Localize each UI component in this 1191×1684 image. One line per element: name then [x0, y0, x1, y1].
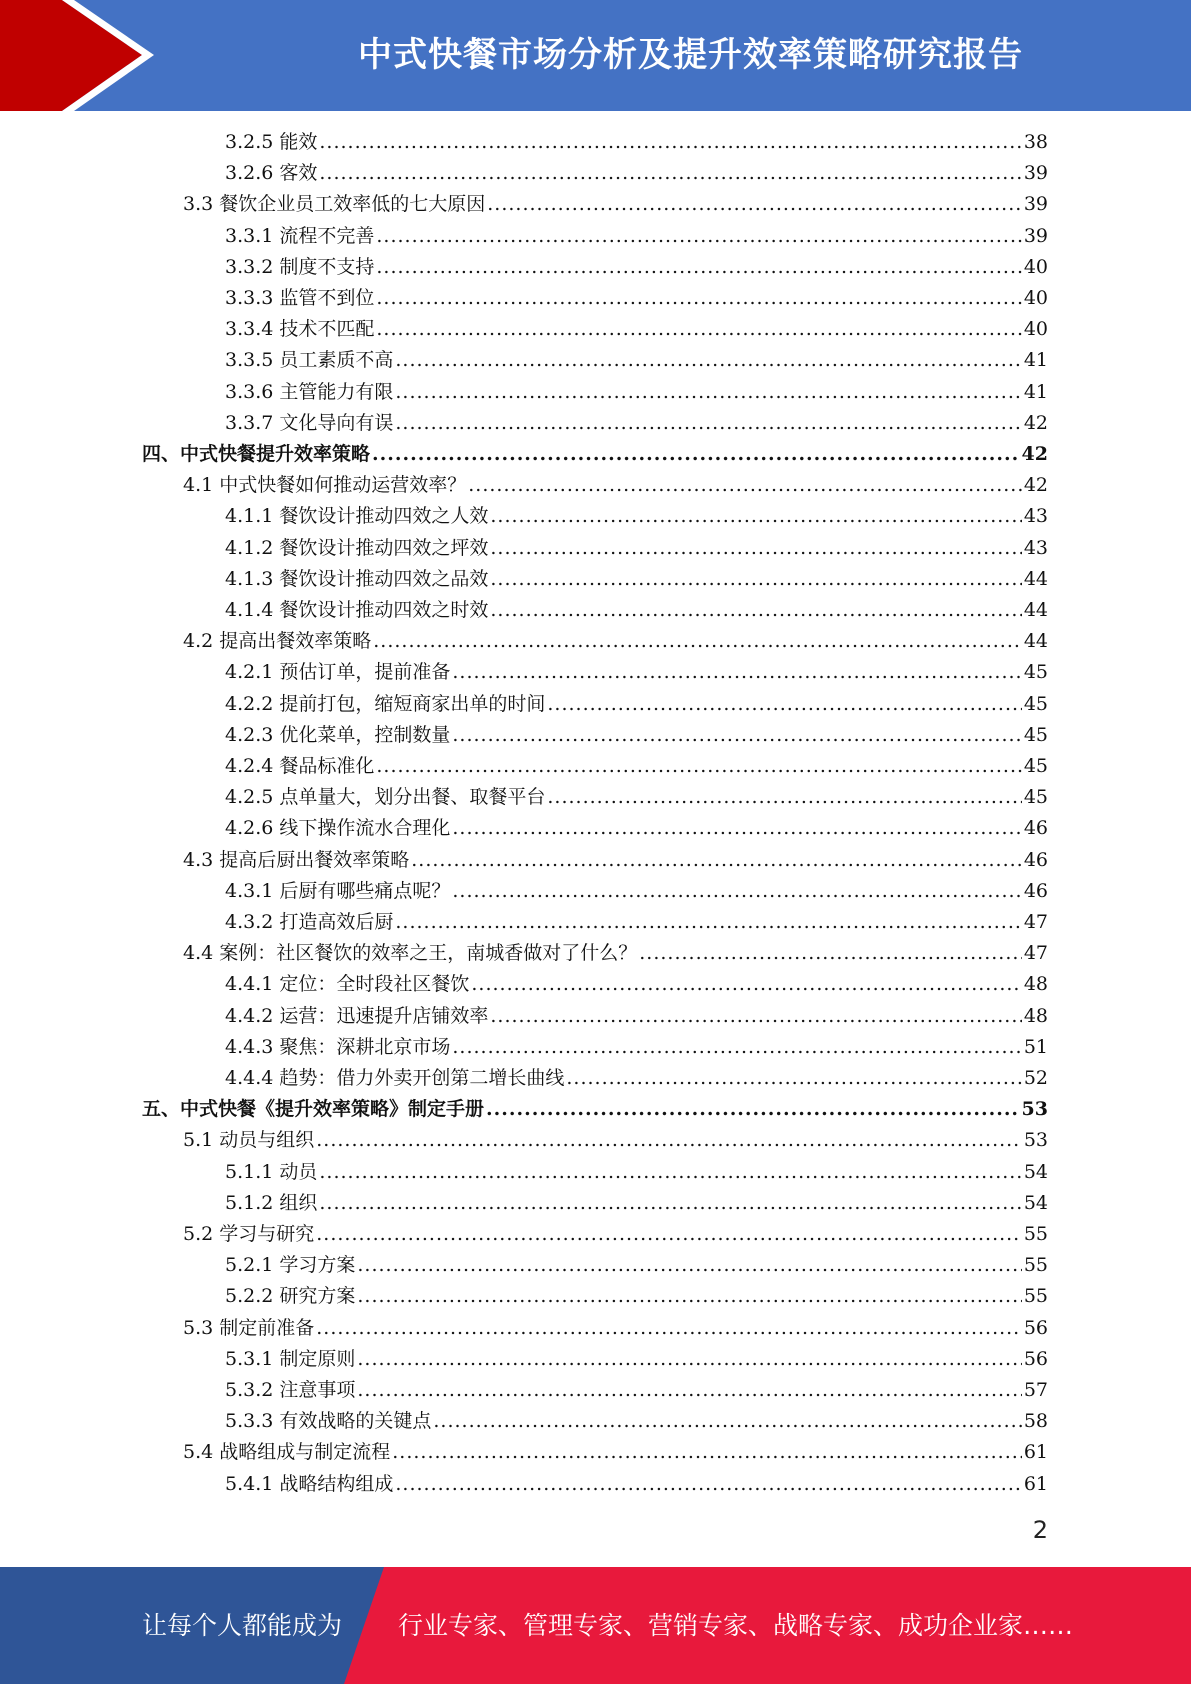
toc-entry-page: 45	[1023, 755, 1048, 777]
toc-entry-page: 55	[1023, 1223, 1048, 1245]
toc-dot-leader	[452, 720, 1021, 751]
toc-entry-page: 39	[1023, 224, 1048, 247]
toc-entry[interactable]	[225, 283, 1048, 314]
toc-entry-label: 四、中式快餐提升效率策略	[142, 443, 371, 465]
toc-dot-leader	[490, 595, 1021, 626]
toc-entry-page: 43	[1023, 505, 1048, 528]
toc-entry[interactable]	[225, 1157, 1048, 1188]
toc-entry[interactable]	[142, 1094, 1048, 1125]
toc-entry[interactable]	[225, 501, 1048, 532]
toc-entry[interactable]	[225, 689, 1048, 720]
toc-entry-label: 4.2.4 餐品标准化	[225, 755, 375, 777]
toc-entry-label: 3.3.6 主管能力有限	[225, 380, 394, 403]
toc-entry-label: 4.1 中式快餐如何推动运营效率？	[183, 474, 467, 497]
toc-entry[interactable]	[225, 314, 1048, 345]
toc-dot-leader	[376, 751, 1021, 782]
toc-entry-label: 5.2.1 学习方案	[225, 1254, 356, 1277]
footer-slogan-left: 让每个人都能成为	[142, 1611, 343, 1640]
toc-entry-page: 45	[1023, 661, 1048, 684]
toc-entry-label: 5.4 战略组成与制定流程	[183, 1441, 391, 1464]
toc-entry[interactable]	[225, 907, 1048, 938]
toc-dot-leader	[566, 1063, 1021, 1094]
toc-entry-page: 38	[1023, 131, 1048, 153]
toc-dot-leader	[316, 1125, 1022, 1156]
toc-entry-label: 5.2 学习与研究	[183, 1223, 315, 1245]
toc-entry-label: 4.2.1 预估订单，提前准备	[225, 661, 451, 684]
toc-dot-leader	[395, 408, 1021, 439]
page-footer	[0, 1567, 1191, 1684]
toc-entry-page: 39	[1023, 193, 1048, 216]
toc-entry-page: 39	[1023, 162, 1048, 185]
toc-entry-label: 5.4.1 战略结构组成	[225, 1472, 394, 1495]
toc-entry-label: 5.1.2 组织	[225, 1191, 318, 1214]
toc-entry-label: 4.1.1 餐饮设计推动四效之人效	[225, 505, 489, 528]
toc-dot-leader	[490, 1001, 1021, 1032]
toc-entry[interactable]	[225, 127, 1048, 158]
toc-entry-label: 5.3.1 制定原则	[225, 1347, 356, 1370]
toc-entry-page: 51	[1023, 1035, 1048, 1058]
toc-entry-label: 5.2.2 研究方案	[225, 1285, 356, 1308]
toc-entry-label: 4.1.2 餐饮设计推动四效之坪效	[225, 536, 489, 559]
toc-dot-leader	[392, 1437, 1022, 1468]
toc-entry-label: 3.2.5 能效	[225, 131, 318, 153]
toc-entry-page: 57	[1023, 1379, 1048, 1401]
toc-dot-leader	[395, 1469, 1021, 1500]
toc-dot-leader	[357, 1375, 1021, 1406]
toc-entry[interactable]	[183, 189, 1048, 220]
toc-entry-page: 46	[1023, 848, 1048, 871]
toc-dot-leader	[395, 907, 1021, 938]
toc-entry[interactable]	[225, 158, 1048, 189]
toc-entry[interactable]	[225, 782, 1048, 813]
toc-entry-page: 41	[1023, 349, 1048, 372]
toc-entry[interactable]	[225, 1281, 1048, 1312]
toc-entry-label: 5.1 动员与组织	[183, 1129, 315, 1152]
toc-entry[interactable]	[183, 470, 1048, 501]
toc-entry[interactable]	[225, 1344, 1048, 1375]
toc-dot-leader	[357, 1250, 1021, 1281]
toc-dot-leader	[411, 845, 1022, 876]
toc-entry-label: 5.3 制定前准备	[183, 1316, 315, 1339]
toc-entry-page: 61	[1023, 1472, 1048, 1495]
toc-entry-page: 53	[1021, 1098, 1048, 1121]
toc-entry[interactable]	[183, 1125, 1048, 1156]
toc-entry[interactable]	[183, 938, 1048, 969]
toc-dot-leader	[319, 1188, 1021, 1219]
toc-entry-page: 56	[1023, 1316, 1048, 1339]
toc-dot-leader	[639, 938, 1022, 969]
toc-dot-leader	[487, 189, 1022, 220]
toc-dot-leader	[376, 252, 1021, 283]
toc-entry-label: 4.1.3 餐饮设计推动四效之品效	[225, 567, 489, 590]
toc-dot-leader	[376, 221, 1021, 252]
toc-dot-leader	[471, 969, 1021, 1000]
toc-entry-page: 40	[1023, 287, 1048, 309]
toc-entry-label: 3.3.2 制度不支持	[225, 255, 375, 278]
toc-entry-page: 47	[1023, 942, 1048, 965]
toc-entry[interactable]	[225, 720, 1048, 751]
toc-entry-page: 44	[1023, 599, 1048, 621]
toc-dot-leader	[452, 876, 1021, 907]
toc-dot-leader	[486, 1094, 1020, 1125]
toc-entry[interactable]	[183, 626, 1048, 657]
toc-dot-leader	[452, 1032, 1021, 1063]
toc-dot-leader	[357, 1344, 1021, 1375]
toc-entry-page: 58	[1023, 1410, 1048, 1433]
toc-entry-label: 4.1.4 餐饮设计推动四效之时效	[225, 599, 489, 621]
toc-entry[interactable]	[225, 751, 1048, 782]
toc-entry[interactable]	[225, 1406, 1048, 1437]
toc-entry[interactable]	[142, 439, 1048, 470]
toc-entry-page: 42	[1023, 474, 1048, 497]
toc-entry-page: 52	[1023, 1067, 1048, 1089]
toc-entry[interactable]	[183, 1313, 1048, 1344]
toc-entry-page: 45	[1023, 692, 1048, 715]
toc-entry-page: 40	[1023, 318, 1048, 341]
toc-dot-leader	[372, 439, 1020, 470]
toc-entry-page: 48	[1023, 1004, 1048, 1027]
toc-dot-leader	[319, 127, 1021, 158]
toc-entry-label: 4.4.1 定位：全时段社区餐饮	[225, 973, 470, 996]
toc-dot-leader	[490, 564, 1021, 595]
toc-entry-label: 4.4.4 趋势：借力外卖开创第二增长曲线	[225, 1067, 565, 1089]
toc-entry[interactable]	[225, 377, 1048, 408]
toc-entry-label: 4.2.5 点单量大，划分出餐、取餐平台	[225, 786, 546, 809]
header-arrow-decoration	[0, 0, 160, 111]
toc-dot-leader	[376, 283, 1021, 314]
toc-entry-page: 55	[1023, 1254, 1048, 1277]
toc-entry-label: 3.3.4 技术不匹配	[225, 318, 375, 341]
toc-entry[interactable]	[225, 1032, 1048, 1063]
toc-entry-label: 4.3 提高后厨出餐效率策略	[183, 848, 410, 871]
toc-entry[interactable]	[225, 813, 1048, 844]
toc-entry-label: 4.2.6 线下操作流水合理化	[225, 817, 451, 840]
toc-entry[interactable]	[183, 1219, 1048, 1250]
toc-dot-leader	[452, 657, 1021, 688]
toc-entry[interactable]	[225, 1001, 1048, 1032]
toc-entry-page: 46	[1023, 879, 1048, 902]
toc-entry[interactable]	[225, 969, 1048, 1000]
toc-entry-page: 43	[1023, 536, 1048, 559]
toc-entry-label: 3.3.3 监管不到位	[225, 287, 375, 309]
toc-dot-leader	[376, 314, 1021, 345]
toc-entry-page: 45	[1023, 786, 1048, 809]
toc-entry-page: 47	[1023, 911, 1048, 933]
toc-entry[interactable]	[225, 1188, 1048, 1219]
toc-entry-label: 4.4 案例：社区餐饮的效率之王，南城香做对了什么？	[183, 942, 638, 965]
toc-dot-leader	[452, 813, 1021, 844]
toc-entry[interactable]	[225, 221, 1048, 252]
toc-entry-label: 4.2.3 优化菜单，控制数量	[225, 723, 451, 746]
toc-entry-page: 44	[1023, 630, 1048, 653]
toc-entry-label: 5.1.1 动员	[225, 1160, 318, 1183]
toc-entry-label: 3.3.5 员工素质不高	[225, 349, 394, 372]
toc-entry-page: 56	[1023, 1347, 1048, 1370]
toc-entry-label: 5.3.3 有效战略的关键点	[225, 1410, 432, 1433]
toc-entry[interactable]	[225, 657, 1048, 688]
toc-dot-leader	[490, 501, 1021, 532]
toc-entry-page: 44	[1023, 567, 1048, 590]
toc-entry[interactable]	[225, 252, 1048, 283]
toc-entry-page: 41	[1023, 380, 1048, 403]
toc-dot-leader	[547, 689, 1021, 720]
toc-dot-leader	[373, 626, 1022, 657]
toc-entry-label: 3.3.7 文化导向有误	[225, 411, 394, 434]
toc-dot-leader	[319, 158, 1021, 189]
toc-dot-leader	[319, 1157, 1021, 1188]
toc-entry-page: 40	[1023, 255, 1048, 278]
toc-dot-leader	[316, 1219, 1022, 1250]
toc-dot-leader	[468, 470, 1022, 501]
toc-entry-page: 54	[1023, 1191, 1048, 1214]
toc-entry-page: 55	[1023, 1285, 1048, 1308]
toc-entry[interactable]	[225, 408, 1048, 439]
toc-entry-page: 45	[1023, 723, 1048, 746]
toc-dot-leader	[395, 377, 1021, 408]
toc-entry[interactable]	[225, 1469, 1048, 1500]
report-title: 中式快餐市场分析及提升效率策略研究报告	[358, 35, 1023, 75]
toc-entry[interactable]	[225, 1250, 1048, 1281]
toc-entry-page: 42	[1021, 443, 1048, 465]
toc-entry-page: 54	[1023, 1160, 1048, 1183]
toc-entry-page: 53	[1023, 1129, 1048, 1152]
toc-entry-page: 42	[1023, 411, 1048, 434]
toc-entry-page: 61	[1023, 1441, 1048, 1464]
toc-entry[interactable]	[183, 1437, 1048, 1468]
toc-dot-leader	[316, 1313, 1022, 1344]
toc-entry-label: 3.2.6 客效	[225, 162, 318, 185]
toc-entry[interactable]	[183, 845, 1048, 876]
toc-entry-label: 4.3.1 后厨有哪些痛点呢？	[225, 879, 451, 902]
toc-entry[interactable]	[225, 564, 1048, 595]
toc-dot-leader	[490, 533, 1021, 564]
toc-dot-leader	[547, 782, 1021, 813]
toc-entry-label: 4.2 提高出餐效率策略	[183, 630, 372, 653]
page-header	[0, 0, 1191, 111]
toc-entry-label: 3.3 餐饮企业员工效率低的七大原因	[183, 193, 486, 216]
toc-dot-leader	[433, 1406, 1021, 1437]
toc-entry[interactable]	[225, 595, 1048, 626]
toc-entry[interactable]	[225, 533, 1048, 564]
toc-entry-label: 4.3.2 打造高效后厨	[225, 911, 394, 933]
toc-entry-label: 4.2.2 提前打包，缩短商家出单的时间	[225, 692, 546, 715]
toc-entry-page: 46	[1023, 817, 1048, 840]
toc-entry[interactable]	[225, 1375, 1048, 1406]
toc-entry-label: 4.4.2 运营：迅速提升店铺效率	[225, 1004, 489, 1027]
toc-entry[interactable]	[225, 876, 1048, 907]
toc-entry-label: 五、中式快餐《提升效率策略》制定手册	[142, 1098, 485, 1121]
footer-slogan-right: 行业专家、管理专家、营销专家、战略专家、成功企业家……	[398, 1611, 1074, 1640]
page-number: 2	[1032, 1516, 1048, 1544]
toc-entry[interactable]	[225, 345, 1048, 376]
toc-entry-page: 48	[1023, 973, 1048, 996]
toc-dot-leader	[395, 345, 1021, 376]
toc-entry-label: 5.3.2 注意事项	[225, 1379, 356, 1401]
toc-entry-label: 4.4.3 聚焦：深耕北京市场	[225, 1035, 451, 1058]
toc-entry-label: 3.3.1 流程不完善	[225, 224, 375, 247]
toc-dot-leader	[357, 1281, 1021, 1312]
toc-entry[interactable]	[225, 1063, 1048, 1094]
